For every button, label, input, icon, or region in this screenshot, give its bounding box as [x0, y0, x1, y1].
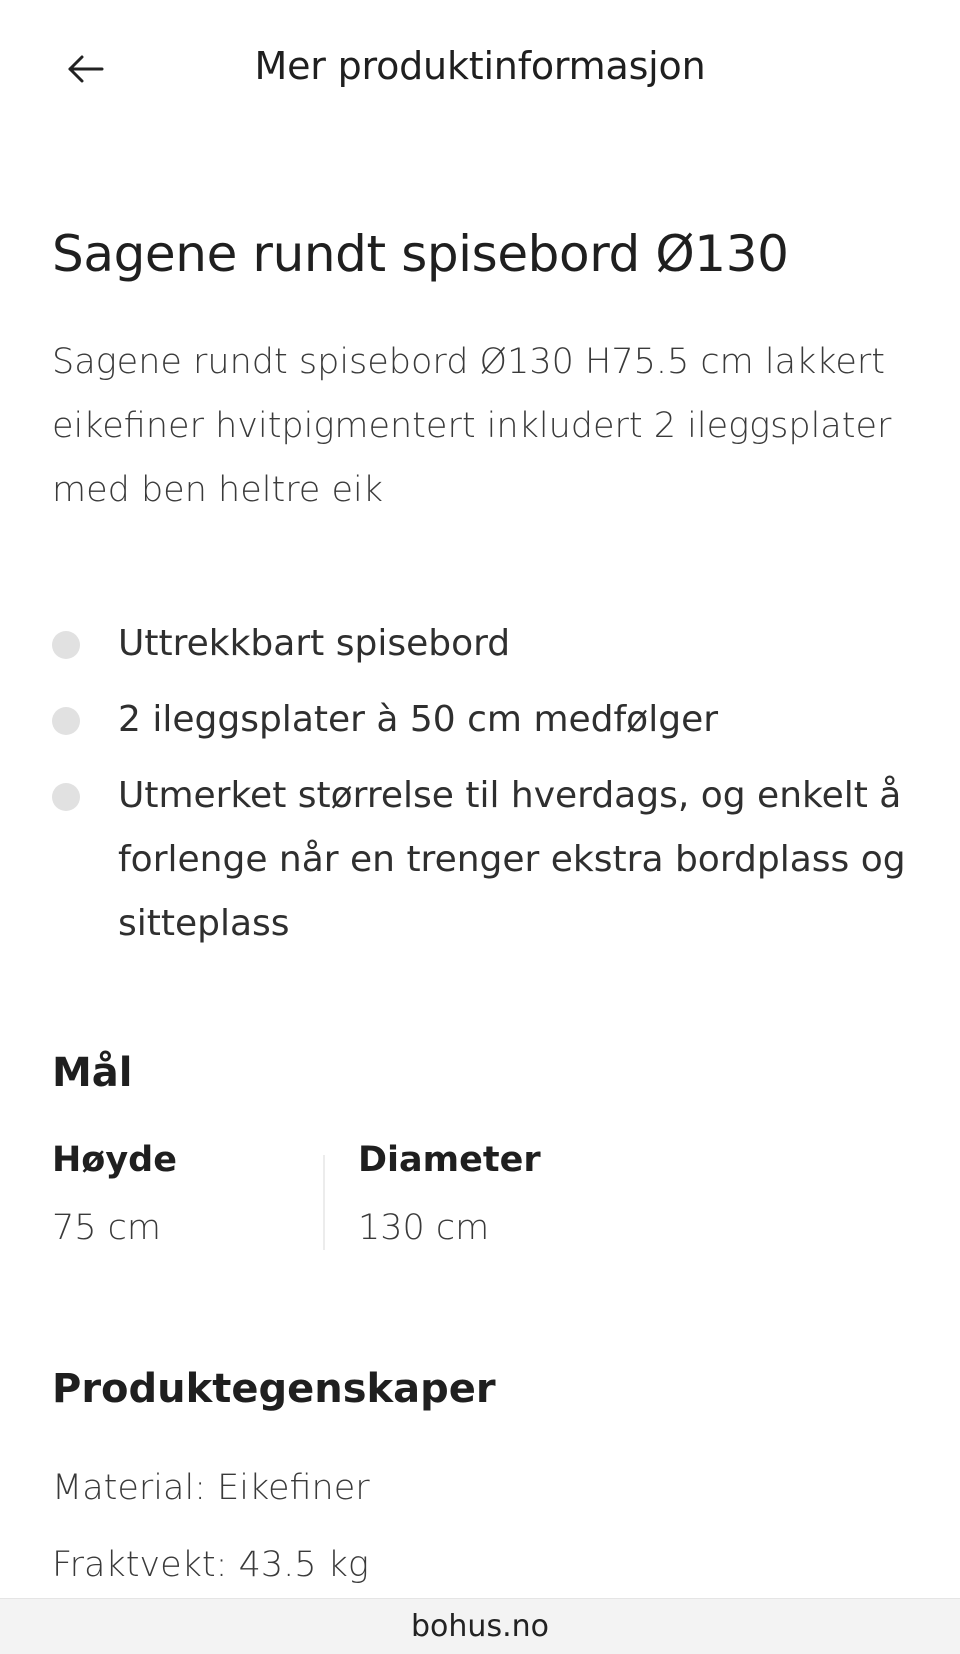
dimension-diameter	[358, 1140, 541, 1248]
weight-property: Fraktvekt: 43.5 kg	[52, 1545, 369, 1585]
feature-item	[52, 688, 932, 752]
bullet-icon	[52, 631, 80, 659]
properties-heading: Produktegenskaper	[52, 1366, 496, 1412]
dimensions-heading: Mål	[52, 1050, 133, 1096]
product-title: Sagene rundt spisebord Ø130	[52, 225, 789, 283]
dimension-divider	[323, 1155, 325, 1250]
page-title: Mer produktinformasjon	[254, 44, 706, 88]
header	[0, 0, 960, 140]
feature-item	[52, 612, 932, 676]
domain-label: bohus.no	[411, 1609, 549, 1644]
feature-text: 2 ileggsplater à 50 cm medfølger	[118, 699, 719, 740]
dimension-height	[52, 1140, 177, 1248]
height-label: Høyde	[52, 1140, 177, 1180]
feature-item	[52, 764, 932, 956]
height-value: 75 cm	[52, 1208, 161, 1248]
product-description: Sagene rundt spisebord Ø130 H75.5 cm lakkert eikefiner hvitpigmentert inkludert 2 ileggsplater med ben heltre eik	[52, 342, 892, 510]
browser-url-bar[interactable]	[0, 1598, 960, 1654]
feature-text: Uttrekkbart spisebord	[118, 623, 511, 664]
diameter-value: 130 cm	[358, 1208, 490, 1248]
bullet-icon	[52, 783, 80, 811]
feature-text: Utmerket størrelse til hverdags, og enkelt å forlenge når en trenger ekstra bordplass og sitteplass	[118, 775, 906, 944]
feature-list	[52, 612, 932, 968]
diameter-label: Diameter	[358, 1140, 541, 1180]
bullet-icon	[52, 707, 80, 735]
material-property: Material: Eikefiner	[52, 1468, 370, 1508]
